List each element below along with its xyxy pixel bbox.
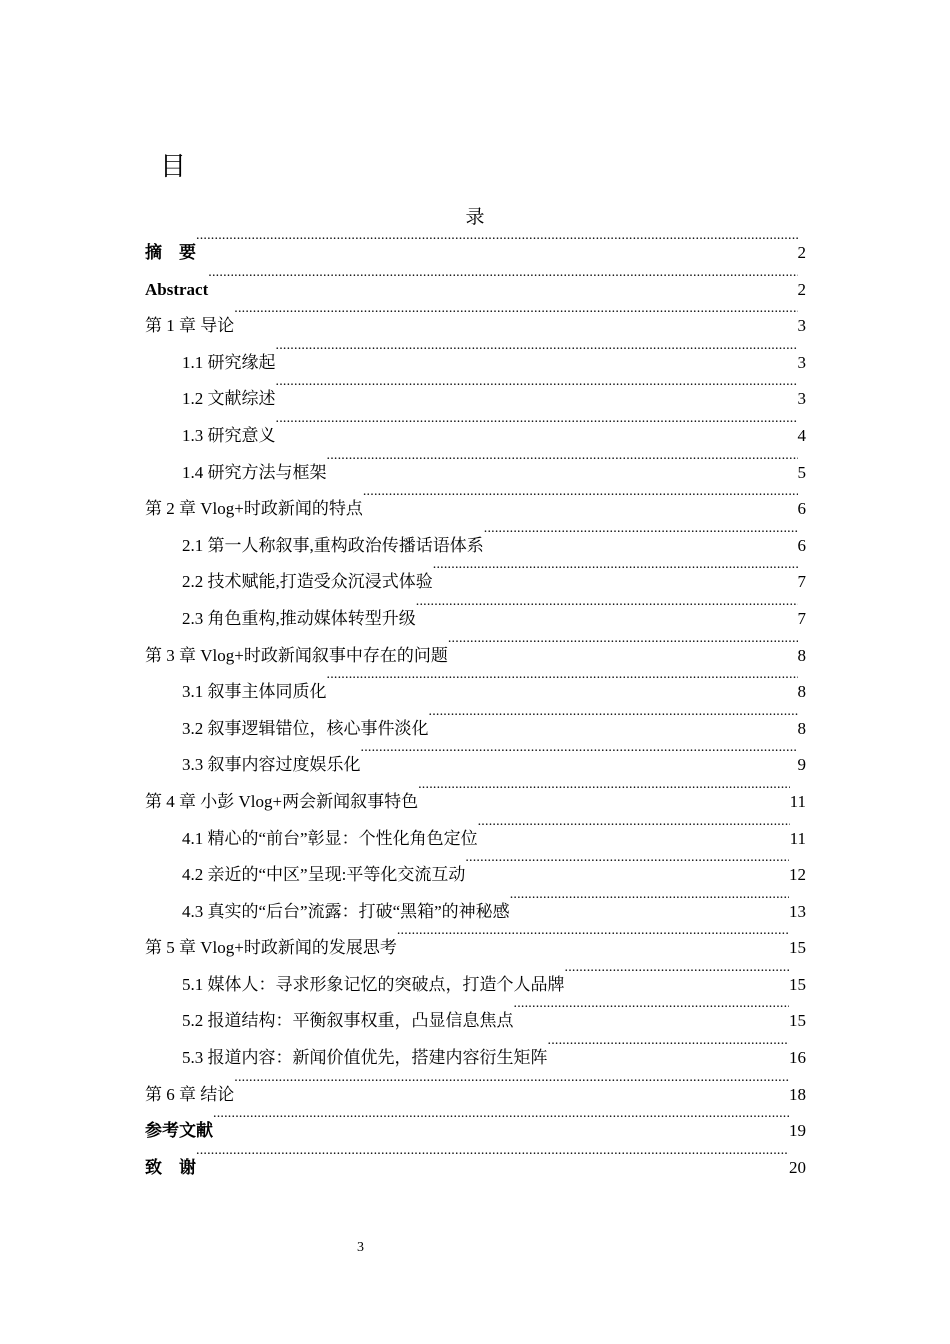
toc-title-part-1: 目 xyxy=(160,152,187,181)
toc-entry-label: 3.2 叙事逻辑错位，核心事件淡化 xyxy=(182,718,429,738)
toc-entry-label: 1.2 文献综述 xyxy=(182,389,276,409)
toc-entry[interactable] xyxy=(145,263,806,300)
toc-entry-page: 9 xyxy=(797,755,806,775)
toc-entry-page: 18 xyxy=(789,1084,806,1104)
toc-entry-page: 3 xyxy=(797,352,806,372)
page-number: 3 xyxy=(357,1240,364,1255)
toc-dot-leader xyxy=(196,226,798,258)
table-of-contents xyxy=(145,226,806,1177)
toc-entry-label: 4.2 亲近的“中区”呈现:平等化交流互动 xyxy=(182,865,466,885)
toc-entry-label: 第 3 章 Vlog+时政新闻叙事中存在的问题 xyxy=(145,645,448,665)
toc-entry-label: 2.2 技术赋能,打造受众沉浸式体验 xyxy=(182,572,433,592)
toc-dot-leader xyxy=(196,1141,789,1173)
toc-dot-leader xyxy=(208,263,797,295)
toc-entry-label: 第 5 章 Vlog+时政新闻的发展思考 xyxy=(145,938,397,958)
toc-dot-leader xyxy=(465,848,789,880)
toc-entry-label: 第 6 章 结论 xyxy=(145,1084,235,1104)
toc-entry-page: 5 xyxy=(797,462,806,482)
toc-entry-label: 5.1 媒体人：寻求形象记忆的突破点，打造个人品牌 xyxy=(182,974,565,994)
toc-entry-page: 6 xyxy=(797,535,806,555)
toc-entry-page: 16 xyxy=(789,1048,806,1068)
toc-entry-page: 2 xyxy=(797,243,806,262)
toc-entry-page: 11 xyxy=(789,791,806,811)
toc-entry-label: 4.3 真实的“后台”流露：打破“黑箱”的神秘感 xyxy=(182,901,510,921)
toc-entry-page: 11 xyxy=(789,828,806,848)
toc-entry-page: 15 xyxy=(789,938,806,958)
toc-entry-page: 13 xyxy=(789,901,806,921)
toc-entry-label: 5.3 报道内容：新闻价值优先，搭建内容衍生矩阵 xyxy=(182,1048,548,1068)
toc-entry[interactable] xyxy=(145,299,806,336)
toc-entry-label: 致 谢 xyxy=(145,1157,196,1177)
toc-entry-page: 2 xyxy=(797,279,806,299)
toc-entry-label: 第 4 章 小彭 Vlog+两会新闻叙事特色 xyxy=(145,791,419,811)
toc-entry-page: 8 xyxy=(797,682,806,702)
toc-entry[interactable] xyxy=(145,226,806,263)
toc-entry-page: 4 xyxy=(797,425,806,445)
toc-entry[interactable] xyxy=(145,336,806,373)
toc-entry-label: 4.1 精心的“前台”彰显：个性化角色定位 xyxy=(182,828,478,848)
toc-entry-page: 8 xyxy=(797,718,806,738)
toc-entry[interactable] xyxy=(145,1104,806,1141)
toc-dot-leader xyxy=(484,519,798,551)
toc-entry-page: 19 xyxy=(789,1121,806,1141)
toc-entry-page: 15 xyxy=(789,1011,806,1031)
toc-title-part-2: 录 xyxy=(465,207,485,228)
toc-entry-label: 3.3 叙事内容过度娱乐化 xyxy=(182,755,361,775)
toc-dot-leader xyxy=(213,1104,789,1136)
toc-entry-page: 20 xyxy=(789,1157,806,1177)
toc-dot-leader xyxy=(448,629,798,661)
toc-dot-leader xyxy=(478,812,790,844)
toc-dot-leader xyxy=(361,738,798,770)
toc-dot-leader xyxy=(363,482,798,514)
toc-dot-leader xyxy=(565,958,790,990)
toc-entry-label: 1.3 研究意义 xyxy=(182,425,276,445)
toc-entry-label: 3.1 叙事主体同质化 xyxy=(182,682,327,702)
toc-entry-page: 12 xyxy=(789,865,806,885)
toc-entry[interactable] xyxy=(145,1141,806,1178)
toc-dot-leader xyxy=(327,446,798,478)
toc-entry-page: 7 xyxy=(797,572,806,592)
toc-dot-leader xyxy=(416,592,798,624)
toc-dot-leader xyxy=(397,921,789,953)
toc-dot-leader xyxy=(276,372,798,404)
toc-entry-page: 7 xyxy=(797,608,806,628)
toc-entry-page: 3 xyxy=(797,316,806,336)
toc-dot-leader xyxy=(327,665,798,697)
toc-dot-leader xyxy=(548,1031,790,1063)
toc-dot-leader xyxy=(510,885,789,917)
toc-dot-leader xyxy=(234,299,797,331)
toc-dot-leader xyxy=(276,336,798,368)
toc-entry-label: 第 2 章 Vlog+时政新闻的特点 xyxy=(145,499,363,519)
toc-dot-leader xyxy=(514,994,790,1026)
toc-entry[interactable] xyxy=(145,1068,806,1105)
toc-entry-label: 1.4 研究方法与框架 xyxy=(182,462,327,482)
toc-entry-label: 2.3 角色重构,推动媒体转型升级 xyxy=(182,608,416,628)
toc-entry-label: 参考文献 xyxy=(145,1121,213,1141)
toc-dot-leader xyxy=(276,409,798,441)
toc-entry-label: 第 1 章 导论 xyxy=(145,316,235,336)
toc-entry-label: 5.2 报道结构：平衡叙事权重，凸显信息焦点 xyxy=(182,1011,514,1031)
toc-entry-page: 6 xyxy=(797,499,806,519)
toc-entry-label: 2.1 第一人称叙事,重构政治传播话语体系 xyxy=(182,535,484,555)
toc-entry-page: 8 xyxy=(797,645,806,665)
toc-entry-page: 15 xyxy=(789,974,806,994)
toc-dot-leader xyxy=(433,555,798,587)
toc-entry-label: Abstract xyxy=(145,279,209,299)
toc-dot-leader xyxy=(418,775,790,807)
toc-dot-leader xyxy=(429,702,798,734)
toc-entry-page: 3 xyxy=(797,389,806,409)
toc-dot-leader xyxy=(234,1068,789,1100)
toc-entry-label: 摘 要 xyxy=(145,243,196,262)
toc-entry-label: 1.1 研究缘起 xyxy=(182,352,276,372)
